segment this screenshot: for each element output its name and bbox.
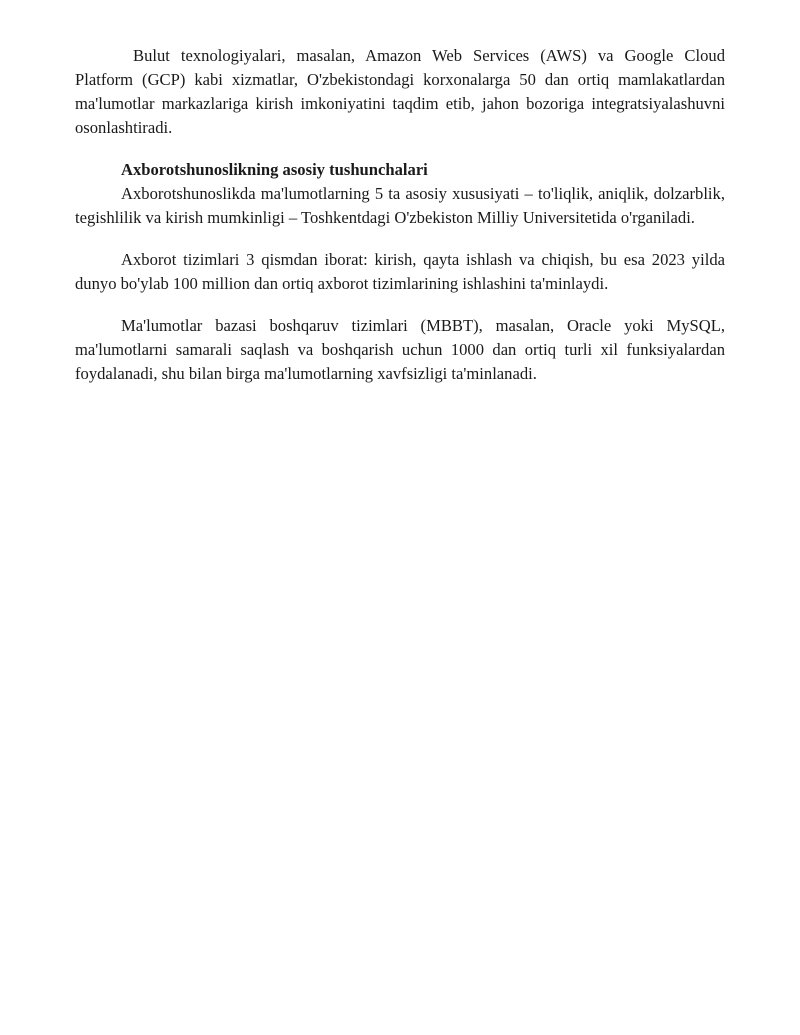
paragraph-dbms: Ma'lumotlar bazasi boshqaruv tizimlari (MBBT), masalan, Oracle yoki MySQL, ma'lumotlarni samarali saqlash va boshqarish uchun 1000 dan ortiq turli xil funksiyalardan foydalanadi, shu bilan birga ma'lumotlarning xavfsizligi ta'minlanadi.: [75, 316, 725, 383]
paragraph-information-systems: Axborot tizimlari 3 qismdan iborat: kirish, qayta ishlash va chiqish, bu esa 2023 yilda dunyo bo'ylab 100 million dan ortiq axborot tizimlarining ishlashini ta'minlaydi.: [75, 250, 725, 293]
section-heading: Axborotshunoslikning asosiy tushunchalari: [121, 160, 428, 179]
paragraph-cloud-technologies: Bulut texnologiyalari, masalan, Amazon Web Services (AWS) va Google Cloud Platform (GCP) kabi xizmatlar, O'zbekistondagi korxonalarga 50 dan ortiq mamlakatlardan ma'lumotlar markazlariga kirish imkoniyatini taqdim etib, jahon bozoriga integratsiyalashuvni osonlashtiradi.: [75, 46, 725, 137]
document-page: [75, 44, 725, 386]
paragraph-information-properties: Axborotshunoslikda ma'lumotlarning 5 ta asosiy xususiyati – to'liqlik, aniqlik, dolzarblik, tegishlilik va kirish mumkinligi – Toshkentdagi O'zbekiston Milliy Universitetida o'rganiladi.: [75, 184, 725, 227]
